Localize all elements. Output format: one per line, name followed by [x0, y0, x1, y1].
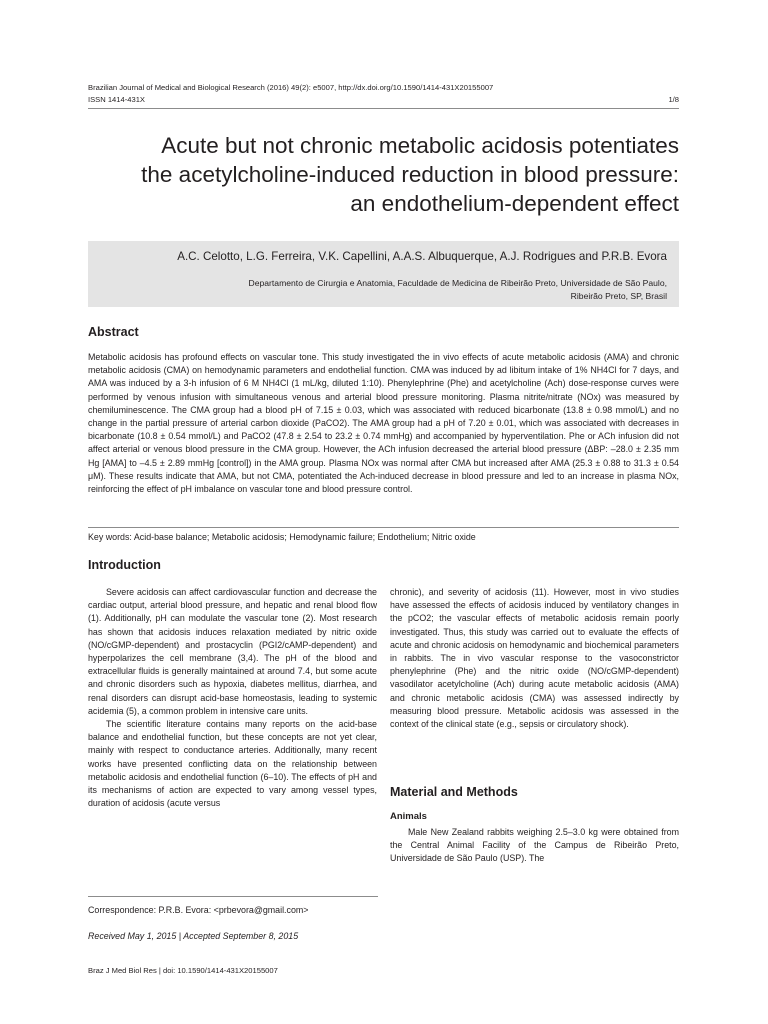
running-footer: Braz J Med Biol Res | doi: 10.1590/1414-431X20155007 — [88, 966, 278, 975]
affiliation — [147, 277, 667, 302]
title-line: an endothelium-dependent effect — [350, 191, 679, 216]
abstract-text: Metabolic acidosis has profound effects on vascular tone. This study investigated the in vivo effects of acute metabolic acidosis (AMA) and chronic metabolic acidosis (CMA) on hemodynamic parameters and endothelial function. CMA was induced by ad libitum intake of 1% NH4Cl for 7 days, and AMA was induced by a 3-h infusion of 6 M NH4Cl (1 mL/kg, diluted 1:10). Phenylephrine (Phe) and acetylcholine (Ach) dose-response curves were performed by venous infusion with simultaneous venous and arterial blood pressure monitoring. Plasma nitrite/nitrate (NOx) was measured by chemiluminescence. The CMA group had a blood pH of 7.15 ± 0.03, which was associated with reduced bicarbonate (13.8 ± 0.98 mmol/L) and no change in the partial pressure of arterial carbon dioxide (PaCO2). The AMA group had a pH of 7.20 ± 0.01, which was associated with decreases in bicarbonate (10.8 ± 0.54 mmol/L) and PaCO2 (47.8 ± 2.54 to 23.2 ± 0.74 mmHg) and accompanied by hyperventilation. Phe or ACh infusion did not affect arterial or venous blood pressure in the CMA group. However, the ACh infusion decreased the arterial blood pressure (ΔBP: –28.0 ± 2.35 mm Hg [AMA] to –4.5 ± 2.89 mmHg [control]) in the AMA group. Plasma NOx was normal after CMA but increased after AMA (25.3 ± 0.88 to 31.3 ± 0.54 μM). These results indicate that AMA, but not CMA, potentiated the Ach-induced decrease in blood pressure and led to an increase in plasma NOx, reinforcing the effect of pH imbalance on vascular tone and blood pressure control. — [88, 352, 679, 495]
keywords: Key words: Acid-base balance; Metabolic acidosis; Hemodynamic failure; Endothelium; Nitric oxide — [88, 532, 476, 542]
methods-heading: Material and Methods — [390, 785, 518, 799]
intro-paragraph: chronic), and severity of acidosis (11). However, most in vivo studies have assessed the effects of acidosis induced by ventilatory changes in the pCO2; the vascular effects of metabolic acidosis remain poorly investigated. Thus, this study was carried out to evaluate the effects of acute and chronic acidosis on hemodynamic and biochemical parameters in rabbits. The in vivo vascular response to the vasoconstrictor phenylephrine (Phe) and the nitric oxide (NO/cGMP-dependent) vasodilator acetylcholine (Ach) during acute metabolic acidosis (AMA) and chronic metabolic acidosis (CMA) was assessed indirectly by measuring blood pressure. Metabolic acidosis was assessed in the context of the clinical state (e.g., sepsis or circulatory shock). — [390, 587, 679, 730]
title-line: the acetylcholine-induced reduction in blood pressure: — [141, 162, 679, 187]
methods-text — [390, 826, 679, 866]
title-line: Acute but not chronic metabolic acidosis potentiates — [161, 133, 679, 158]
animals-subheading: Animals — [390, 811, 427, 822]
header-rule — [88, 108, 679, 109]
correspondence: Correspondence: P.R.B. Evora: <prbevora@gmail.com> — [88, 905, 309, 915]
affiliation-line: Ribeirão Preto, SP, Brasil — [570, 290, 667, 301]
issn: ISSN 1414-431X — [88, 95, 145, 104]
keywords-rule — [88, 527, 679, 528]
intro-paragraph: Severe acidosis can affect cardiovascular function and decrease the cardiac output, arterial blood pressure, and hepatic and renal blood flow (1). Additionally, pH can modulate the vascular tone (2). Most research has shown that acidosis induces relaxation mediated by nitric oxide (NO/cGMP-dependent) and prostacyclin (PGI2/cAMP-dependent) and hyperpolarizes the cell membrane (3,4). The pH of the blood and extracellular fluids is generally maintained at around 7.4, but some acute and chronic disorders such as hypoxia, diabetes mellitus, diarrhea, and renal disorders can disrupt acid-base homeostasis, leading to systemic acidemia (5), a common problem in intensive care units. — [88, 587, 377, 716]
left-column — [88, 586, 377, 810]
page-number: 1/8 — [668, 95, 679, 104]
intro-paragraph: The scientific literature contains many reports on the acid-base balance and endothelial function, but these concepts are not yet clear, mainly with respect to conductance arteries. Additionally, many recent works have presented conflicting data on the relationship between metabolic acidosis and endothelial function (6–10). The effects of pH and its mechanisms of action are expected to vary among vessel types, duration of acidosis (acute versus — [88, 719, 377, 809]
right-column — [390, 586, 679, 731]
introduction-heading: Introduction — [88, 558, 161, 572]
journal-citation: Brazilian Journal of Medical and Biological Research (2016) 49(2): e5007, http://dx.doi.org/10.1590/1414-431X20155007 — [88, 83, 494, 92]
methods-paragraph: Male New Zealand rabbits weighing 2.5–3.0 kg were obtained from the Central Animal Facility of the Campus de Ribeirão Preto, Universidade de São Paulo (USP). The — [390, 827, 679, 864]
affiliation-line: Departamento de Cirurgia e Anatomia, Faculdade de Medicina de Ribeirão Preto, Universidade de São Paulo, — [248, 278, 667, 288]
article-title — [88, 131, 679, 218]
received-dates: Received May 1, 2015 | Accepted September 8, 2015 — [88, 931, 299, 941]
author-box — [88, 241, 679, 307]
abstract-heading: Abstract — [88, 325, 139, 339]
author-list: A.C. Celotto, L.G. Ferreira, V.K. Capellini, A.A.S. Albuquerque, A.J. Rodrigues and P.R.B. Evora — [177, 250, 667, 263]
footnote-rule — [88, 896, 378, 897]
